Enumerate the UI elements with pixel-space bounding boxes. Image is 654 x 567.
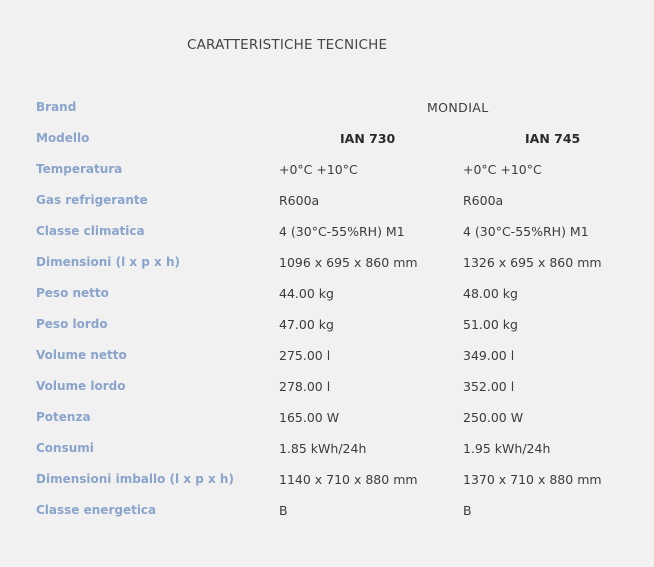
spec-value-2: 1370 x 710 x 880 mm: [463, 472, 602, 487]
row-label: Gas refrigerante: [36, 193, 148, 207]
model-name-2: IAN 745: [525, 131, 581, 146]
spec-row-model: [0, 131, 654, 151]
spec-row: [0, 193, 654, 213]
spec-value-2: 1326 x 695 x 860 mm: [463, 255, 602, 270]
row-label: Dimensioni imballo (l x p x h): [36, 472, 234, 486]
spec-row: [0, 162, 654, 182]
spec-row: [0, 255, 654, 275]
spec-value-2: B: [463, 503, 472, 518]
row-label: Volume lordo: [36, 379, 126, 393]
page-title: CARATTERISTICHE TECNICHE: [187, 37, 388, 53]
spec-value-1: 1.85 kWh/24h: [279, 441, 367, 456]
row-label: Volume netto: [36, 348, 127, 362]
row-label: Consumi: [36, 441, 94, 455]
brand-value: MONDIAL: [427, 100, 489, 115]
spec-value-2: R600a: [463, 193, 504, 208]
row-label: Classe climatica: [36, 224, 145, 238]
spec-value-1: 165.00 W: [279, 410, 340, 425]
row-label: Temperatura: [36, 162, 123, 176]
spec-value-2: 48.00 kg: [463, 286, 518, 301]
spec-value-2: 349.00 l: [463, 348, 515, 363]
spec-row: [0, 348, 654, 368]
spec-value-1: 47.00 kg: [279, 317, 334, 332]
spec-row: [0, 317, 654, 337]
spec-value-2: 51.00 kg: [463, 317, 518, 332]
spec-value-1: +0°C +10°C: [279, 162, 358, 177]
spec-value-2: 250.00 W: [463, 410, 524, 425]
spec-row: [0, 441, 654, 461]
spec-row: [0, 410, 654, 430]
spec-row: [0, 286, 654, 306]
row-label: Potenza: [36, 410, 91, 424]
spec-value-1: B: [279, 503, 288, 518]
spec-value-2: 4 (30°C-55%RH) M1: [463, 224, 589, 239]
spec-value-1: 275.00 l: [279, 348, 331, 363]
spec-value-1: 44.00 kg: [279, 286, 334, 301]
spec-value-1: 4 (30°C-55%RH) M1: [279, 224, 405, 239]
row-label: Modello: [36, 131, 90, 145]
row-label: Brand: [36, 100, 77, 114]
spec-value-1: 1140 x 710 x 880 mm: [279, 472, 418, 487]
spec-row: [0, 379, 654, 399]
spec-value-1: R600a: [279, 193, 320, 208]
spec-row-brand: [0, 100, 654, 120]
row-label: Dimensioni (l x p x h): [36, 255, 180, 269]
spec-row: [0, 472, 654, 492]
model-name-1: IAN 730: [340, 131, 396, 146]
row-label: Peso lordo: [36, 317, 108, 331]
row-label: Peso netto: [36, 286, 109, 300]
spec-value-2: 1.95 kWh/24h: [463, 441, 551, 456]
spec-row: [0, 224, 654, 244]
spec-value-1: 278.00 l: [279, 379, 331, 394]
spec-value-2: 352.00 l: [463, 379, 515, 394]
spec-value-2: +0°C +10°C: [463, 162, 542, 177]
spec-row: [0, 503, 654, 523]
row-label: Classe energetica: [36, 503, 157, 517]
spec-value-1: 1096 x 695 x 860 mm: [279, 255, 418, 270]
